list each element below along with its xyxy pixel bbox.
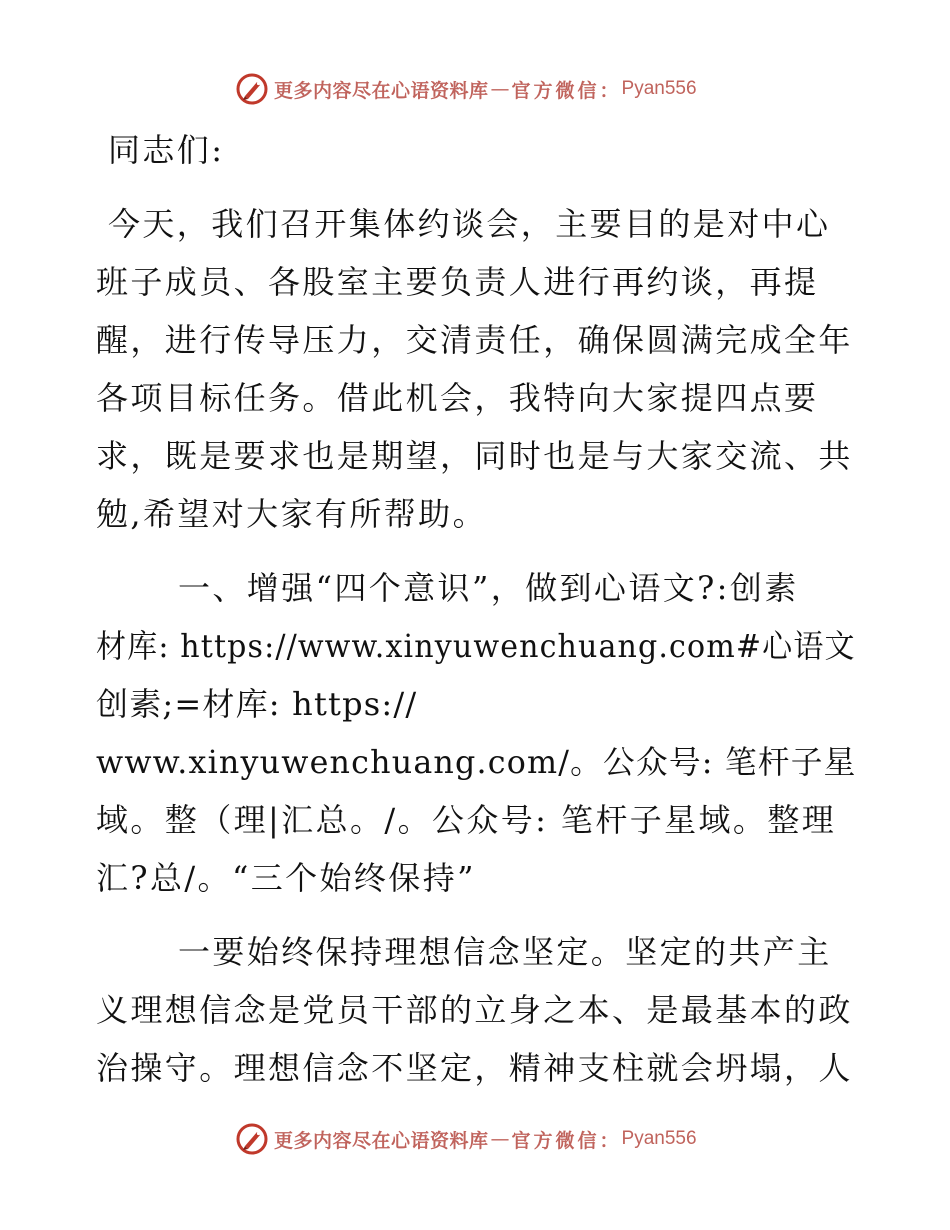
paragraph-1-line-6: 勉,希望对大家有所帮助。 [96, 495, 487, 533]
paragraph-2-line-4: www.xinyuwenchuang.com/。公众号: 笔杆子星 [96, 743, 857, 781]
footer-watermark [236, 1122, 697, 1156]
paragraph-2-line-3: 创素;=材库: https:// [96, 685, 418, 723]
paragraph-2-line-5: 域。整（理|汇总。/。公众号: 笔杆子星域。整理 [96, 801, 837, 839]
paragraph-2-line-2: 材库: https://www.xinyuwenchuang.com#心语文 [96, 627, 856, 665]
pen-logo-icon [236, 73, 268, 105]
paragraph-1-line-1: 今天，我们召开集体约谈会，主要目的是对中心 [108, 205, 831, 243]
watermark-wechat-id: Pyan556 [621, 78, 697, 99]
paragraph-3-line-2: 义理想信念是党员干部的立身之本、是最基本的政 [96, 991, 853, 1029]
header-watermark [236, 72, 697, 106]
paragraph-1-line-4: 各项目标任务。借此机会，我特向大家提四点要 [96, 379, 819, 417]
paragraph-3-line-1: 一要始终保持理想信念坚定。坚定的共产主 [178, 933, 832, 971]
watermark-dash: — [490, 1128, 510, 1150]
watermark-text: 更多内容尽在心语资料库 [274, 79, 489, 102]
paragraph-1-line-3: 醒，进行传导压力，交清责任，确保圆满完成全年 [96, 321, 853, 359]
pen-logo-icon [236, 1123, 268, 1155]
paragraph-2-line-6: 汇?总/。“三个始终保持” [96, 859, 476, 897]
watermark-text: 更多内容尽在心语资料库 [274, 1129, 489, 1152]
watermark-dash: — [490, 78, 510, 100]
watermark-wechat-id: Pyan556 [621, 1128, 697, 1149]
greeting: 同志们: [108, 131, 225, 169]
watermark-official-label: 官方微信： [511, 79, 622, 102]
paragraph-2-line-1: 一、增强“四个意识”，做到心语文?:创素 [178, 569, 799, 607]
watermark-official-label: 官方微信： [511, 1129, 622, 1152]
paragraph-1-line-5: 求，既是要求也是期望，同时也是与大家交流、共 [96, 437, 853, 475]
paragraph-3-line-3: 治操守。理想信念不坚定，精神支柱就会坍塌，人 [96, 1049, 853, 1087]
paragraph-1-line-2: 班子成员、各股室主要负责人进行再约谈，再提 [96, 263, 819, 301]
